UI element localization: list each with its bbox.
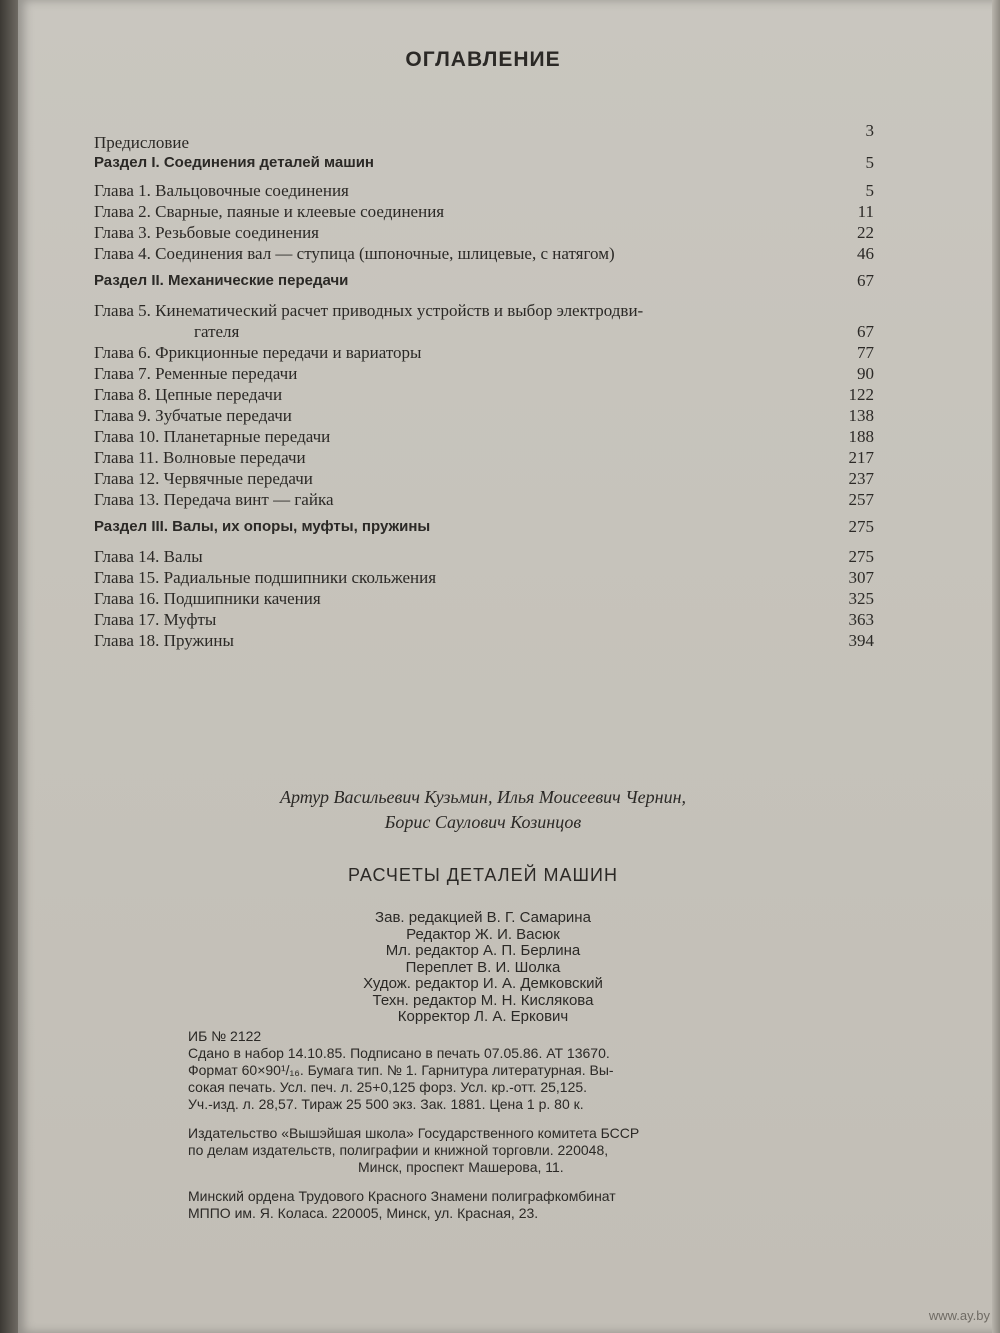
toc-entry-label: Предисловие <box>94 133 190 152</box>
toc-entry-page: 217 <box>848 448 874 467</box>
toc-entry-page: 5 <box>865 181 874 200</box>
toc-entry-page: 188 <box>848 427 874 446</box>
toc-entry-page: 3 <box>865 121 874 140</box>
printer-line: Минский ордена Трудового Красного Знамени полиграфкомбинат <box>188 1188 616 1204</box>
toc-entry-label: Глава 5. Кинематический расчет приводных устройств и выбор электродви- <box>94 301 644 320</box>
printer-block <box>188 1188 798 1222</box>
toc-section-1 <box>94 152 874 180</box>
authors-line-1: Артур Васильевич Кузьмин, Илья Моисеевич Чернин, <box>279 787 687 807</box>
toc-entry-label: Глава 8. Цепные передачи <box>94 385 283 404</box>
toc-entry-label: Глава 11. Волновые передачи <box>94 448 306 467</box>
toc-entry-chapter-12 <box>94 468 874 489</box>
toc-entry-chapter-17 <box>94 609 874 630</box>
toc-entry-page: 363 <box>848 610 874 629</box>
staff-line: Корректор Л. А. Еркович <box>397 1008 569 1025</box>
print-line: Сдано в набор 14.10.85. Подписано в печать 07.05.86. АТ 13670. <box>188 1045 610 1061</box>
toc-entry-chapter-13 <box>94 489 874 510</box>
print-line: Формат 60×90¹/₁₆. Бумага тип. № 1. Гарнитура литературная. Вы- <box>188 1062 614 1078</box>
ib-number: ИБ № 2122 <box>188 1028 262 1044</box>
toc-section-3 <box>94 516 874 546</box>
staff-line: Мл. редактор А. П. Берлина <box>385 942 581 959</box>
publisher-line: по делам издательств, полиграфии и книжной торговли. 220048, <box>188 1142 609 1158</box>
toc-entry-page: 275 <box>848 547 874 566</box>
toc-entry-preface <box>94 121 874 152</box>
toc-entry-chapter-18 <box>94 630 874 651</box>
toc-entry-page: 237 <box>848 469 874 488</box>
toc-section-2 <box>94 270 874 300</box>
print-line: Уч.-изд. л. 28,57. Тираж 25 500 экз. Зак. 1881. Цена 1 р. 80 к. <box>188 1096 584 1112</box>
toc-entry-label: Глава 6. Фрикционные передачи и вариаторы <box>94 343 422 362</box>
authors-line-2: Борис Саулович Козинцов <box>384 812 582 832</box>
watermark: www.ay.by <box>928 1308 990 1323</box>
toc-entry-chapter-3 <box>94 222 874 243</box>
toc-entry-page: 325 <box>848 589 874 608</box>
staff-line: Худож. редактор И. А. Демковский <box>363 975 603 992</box>
toc-entry-chapter-15 <box>94 567 874 588</box>
imprint <box>188 1028 798 1222</box>
toc-entry-label: Глава 17. Муфты <box>94 610 217 629</box>
toc-entry-page: 275 <box>848 517 874 536</box>
toc-entry-label: Глава 3. Резьбовые соединения <box>94 223 320 242</box>
toc-entry-label: Глава 2. Сварные, паяные и клеевые соединения <box>94 202 445 221</box>
toc-entry-chapter-2 <box>94 201 874 222</box>
toc-entry-page: 90 <box>857 364 874 383</box>
toc-entry-page: 67 <box>857 322 874 341</box>
toc-entry-page: 257 <box>848 490 874 509</box>
toc-entry-label: Глава 15. Радиальные подшипники скольжения <box>94 568 437 587</box>
toc-entry-chapter-14 <box>94 546 874 567</box>
toc-entry-chapter-5-cont <box>94 321 874 342</box>
publisher-line: Минск, проспект Машерова, 11. <box>358 1159 564 1175</box>
toc-entry-page: 46 <box>857 244 874 263</box>
editorial-staff <box>18 910 948 1026</box>
printer-line: МППО им. Я. Коласа. 220005, Минск, ул. Красная, 23. <box>188 1205 539 1221</box>
toc-entry-label: Глава 16. Подшипники качения <box>94 589 321 608</box>
toc-entry-chapter-11 <box>94 447 874 468</box>
toc-entry-label: Глава 10. Планетарные передачи <box>94 427 331 446</box>
toc-entry-page: 11 <box>857 202 874 221</box>
print-line: сокая печать. Усл. печ. л. 25+0,125 форз. Усл. кр.-отт. 25,125. <box>188 1079 588 1095</box>
toc-entry-chapter-10 <box>94 426 874 447</box>
toc-entry-label: Глава 7. Ременные передачи <box>94 364 298 383</box>
book-page <box>18 0 1000 1333</box>
toc-entry-chapter-4 <box>94 243 874 264</box>
staff-line: Редактор Ж. И. Васюк <box>406 925 560 943</box>
book-title: РАСЧЕТЫ ДЕТАЛЕЙ МАШИН <box>348 865 618 885</box>
toc-entry-page: 138 <box>848 406 874 425</box>
toc-entry-page: 77 <box>857 343 874 362</box>
toc-entry-page: 5 <box>865 153 874 172</box>
toc-title: ОГЛАВЛЕНИЕ <box>405 48 561 71</box>
toc-entry-chapter-5 <box>94 300 874 321</box>
toc-entry-chapter-7 <box>94 363 874 384</box>
colophon <box>18 785 948 1026</box>
toc-entry-label: Раздел I. Соединения деталей машин <box>94 154 374 171</box>
toc-entry-label: Глава 13. Передача винт — гайка <box>94 490 334 509</box>
page-edge <box>992 0 1000 1333</box>
toc-entry-label: Глава 4. Соединения вал — ступица (шпоночные, шлицевые, с натягом) <box>94 244 615 263</box>
table-of-contents <box>94 121 874 651</box>
staff-line: Техн. редактор М. Н. Кислякова <box>372 991 594 1009</box>
toc-entry-label: Глава 18. Пружины <box>94 631 234 650</box>
toc-entry-label: Раздел III. Валы, их опоры, муфты, пружины <box>94 518 431 535</box>
toc-entry-page: 122 <box>848 385 874 404</box>
toc-entry-label: Глава 12. Червячные передачи <box>94 469 313 488</box>
toc-entry-chapter-8 <box>94 384 874 405</box>
staff-line: Зав. редакцией В. Г. Самарина <box>375 909 591 926</box>
toc-entry-page: 394 <box>848 631 874 650</box>
toc-entry-page: 22 <box>857 223 874 242</box>
toc-entry-page: 307 <box>848 568 874 587</box>
publisher-block <box>188 1125 798 1176</box>
toc-entry-label: гателя <box>194 322 240 341</box>
toc-entry-label: Глава 1. Вальцовочные соединения <box>94 181 349 200</box>
publisher-line: Издательство «Вышэйшая школа» Государственного комитета БССР <box>188 1125 640 1141</box>
toc-entry-chapter-6 <box>94 342 874 363</box>
book-spine-shadow <box>0 0 18 1333</box>
toc-entry-page: 67 <box>857 271 874 290</box>
staff-line: Переплет В. И. Шолка <box>405 958 561 976</box>
toc-entry-chapter-16 <box>94 588 874 609</box>
toc-entry-label: Раздел II. Механические передачи <box>94 272 349 289</box>
toc-entry-chapter-9 <box>94 405 874 426</box>
toc-entry-label: Глава 14. Валы <box>94 547 203 566</box>
toc-entry-chapter-1 <box>94 180 874 201</box>
toc-entry-label: Глава 9. Зубчатые передачи <box>94 406 292 425</box>
